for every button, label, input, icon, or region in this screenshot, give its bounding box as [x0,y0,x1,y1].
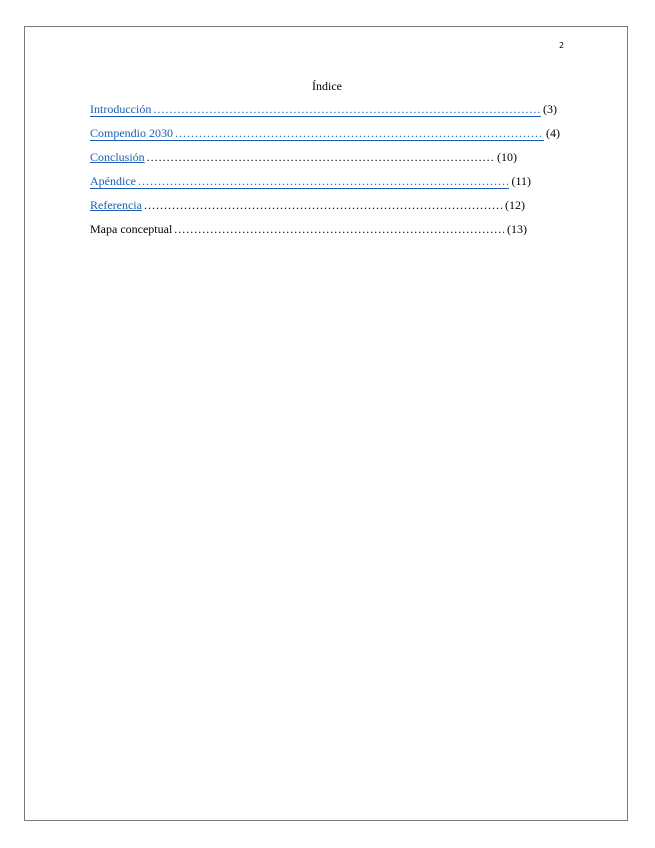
toc-entry-page: (12) [505,198,525,212]
toc-link-referencia[interactable] [90,198,503,213]
toc-entry-compendio-2030 [90,126,560,142]
toc-entry-page: (3) [543,102,557,116]
toc-entry-introduccion [90,102,557,118]
toc-entry-page: (10) [497,150,517,164]
toc-leader-dots [144,198,502,213]
toc-entry-label: Introducción [90,102,152,116]
toc-entry-mapa-conceptual [90,222,527,238]
page-number: 2 [559,41,565,50]
toc-leader-dots [174,222,504,237]
toc-entry-label: Referencia [90,198,142,212]
toc-entry-apendice [90,174,531,190]
toc-entry-page: (4) [546,126,560,140]
toc-entry-label: Apéndice [90,174,136,188]
document-page [24,26,628,821]
toc-leader-dots [147,150,494,165]
toc-text-mapa-conceptual [90,222,505,237]
toc-link-introduccion[interactable] [90,103,541,117]
toc-entry-conclusion [90,150,517,166]
toc-entry-referencia [90,198,525,214]
toc-link-apendice[interactable] [90,175,509,189]
toc-entry-page: (11) [511,174,531,188]
toc-entry-label: Conclusión [90,150,145,164]
toc-leader-dots [153,103,540,116]
page-title: Índice [312,79,342,93]
toc-link-compendio-2030[interactable] [90,127,544,141]
toc-entry-page: (13) [507,222,527,236]
toc-link-conclusion[interactable] [90,150,495,165]
toc-entry-label: Mapa conceptual [90,222,173,236]
toc-leader-dots [175,127,543,140]
toc-entry-label: Compendio 2030 [90,126,173,140]
toc-leader-dots [138,175,508,188]
